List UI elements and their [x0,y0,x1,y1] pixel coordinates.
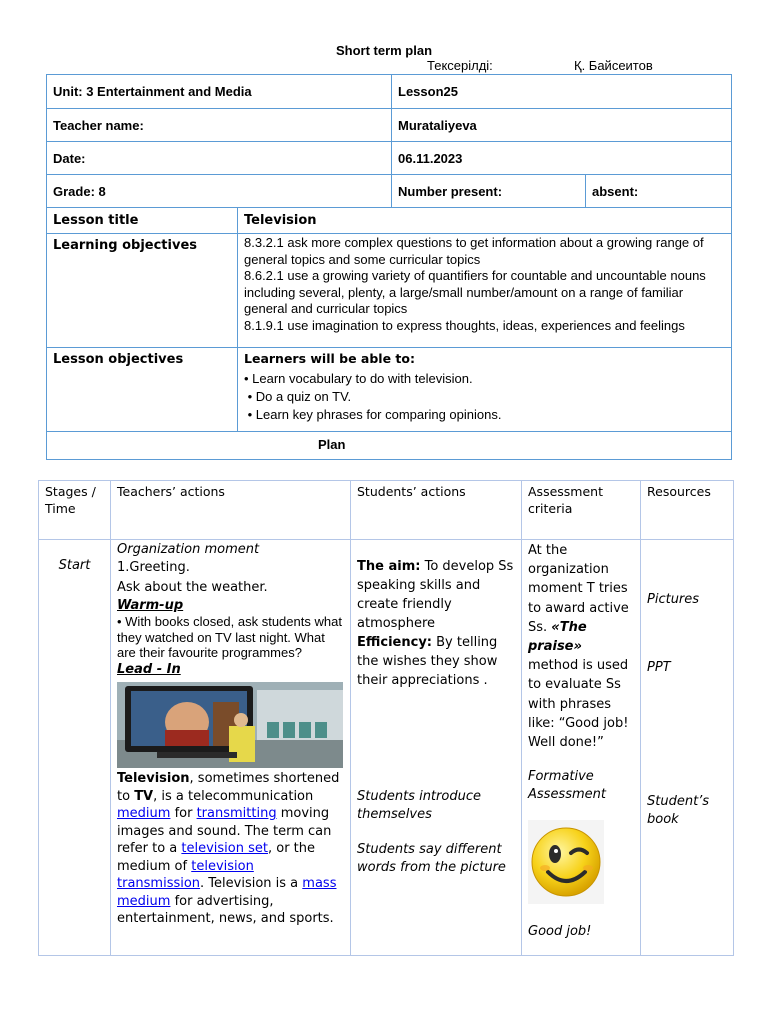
col-header-stages: Stages / Time [39,481,111,540]
col-header-assessment: Assessment criteria [522,481,641,540]
checked-name: Қ. Байсеитов [574,58,653,73]
aim-label: The aim: [357,559,421,574]
text-span: method is used to evaluate Ss with phrases like: “Good job! Well done!” [528,658,629,751]
learning-objectives [238,234,732,348]
lesson-objective-item: • Learn key phrases for comparing opinions. [244,407,502,422]
objective-item: 8.6.2.1 use a growing variety of quantifiers for countable and uncountable nouns including several, plenty, a large/small number/amount on a range of familiar general and curricular topics [244,268,706,316]
text-span: moving images and sound. The term can refer to a [117,806,332,856]
text-span: , sometimes shortened to [117,771,340,804]
assessment-criteria [522,540,641,956]
efficiency-label: Efficiency: [357,635,432,650]
checked-label: Тексерілді: [427,58,493,73]
tv-word: Television [117,771,190,786]
lesson-title-label: Lesson title [47,208,238,234]
tv-picture [117,682,343,768]
objective-item: 8.3.2.1 ask more complex questions to get information about a growing range of general topics and some curricular topics [244,235,704,267]
warm-up-heading: Warm-up [117,597,184,613]
lesson-title-value: Television [238,208,732,234]
plan-table [38,480,734,956]
col-header-teachers: Teachers’ actions [111,481,351,540]
link-television-set[interactable]: television set [181,841,268,856]
number-present-cell: Number present: [392,175,586,208]
unit-cell: Unit: 3 Entertainment and Media [47,75,392,109]
text-span: , or the medium of [117,841,316,874]
link-transmitting[interactable]: transmitting [196,806,277,821]
assessment-text [528,541,634,752]
efficiency [357,633,515,690]
text-span: , is a telecommunication [153,788,314,804]
page-title: Short term plan [335,43,433,58]
resource-pictures: Pictures [647,592,700,607]
praise-method: «The praise» [528,619,587,655]
link-mass-medium[interactable]: mass medium [117,876,337,909]
greeting: 1.Greeting. [117,559,190,575]
learning-objectives-label: Learning objectives [47,234,238,348]
date-label: Date: [47,142,392,175]
efficiency-text: By telling the wishes they show their appreciations . [357,635,498,688]
objective-item: 8.1.9.1 use imagination to express thoughts, ideas, experiences and feelings [244,317,685,333]
lesson-objectives [238,348,732,432]
students-say-words: Students say different words from the picture [357,842,506,875]
stage-start: Start [39,540,111,956]
date-value: 06.11.2023 [392,142,732,175]
tv-description [117,770,344,928]
lesson-objectives-heading: Learners will be able to: [244,351,415,366]
lesson-info-table [46,74,732,460]
students-actions [351,540,522,956]
teacher-actions [111,540,351,956]
smiley-image [528,820,604,904]
plan-heading: Plan [47,432,732,460]
lesson-objective-item: • Do a quiz on TV. [244,389,352,404]
resource-ppt: PPT [647,660,671,675]
good-job: Good job! [528,924,592,940]
text-span: for [170,806,197,821]
tv-scene-image [117,682,343,768]
absent-cell: absent: [586,175,732,208]
link-television-transmission[interactable]: television transmission [117,858,254,891]
winking-smiley-icon [528,820,604,904]
formative-assessment: Formative Assessment [528,769,606,803]
text-span: . Television is a [200,876,303,891]
lesson-number-cell: Lesson25 [392,75,732,109]
org-moment: Organization moment [117,542,260,557]
resources [641,540,734,956]
students-introduce: Students introduce themselves [357,789,481,822]
teacher-label: Teacher name: [47,109,392,142]
grade-cell: Grade: 8 [47,175,392,208]
text-span: At the organization moment T tries to award active Ss. [528,543,629,635]
col-header-resources: Resources [641,481,734,540]
lead-in-heading: Lead - In [117,661,181,677]
lesson-objectives-label: Lesson objectives [47,348,238,432]
aim [357,557,515,633]
text-span: for advertising, entertainment, news, and sports. [117,893,334,926]
tv-abbr: TV [134,788,154,804]
link-medium[interactable]: medium [117,806,171,821]
warm-up-text: • With books closed, ask students what they watched on TV last night. What are their favourite programmes? [117,614,342,660]
lesson-objective-item: • Learn vocabulary to do with television. [244,371,473,386]
weather: Ask about the weather. [117,580,268,595]
aim-text: To develop Ss speaking skills and create friendly atmosphere [357,559,514,631]
teacher-value: Murataliyeva [392,109,732,142]
resource-book: Student’s book [647,794,710,827]
col-header-students: Students’ actions [351,481,522,540]
